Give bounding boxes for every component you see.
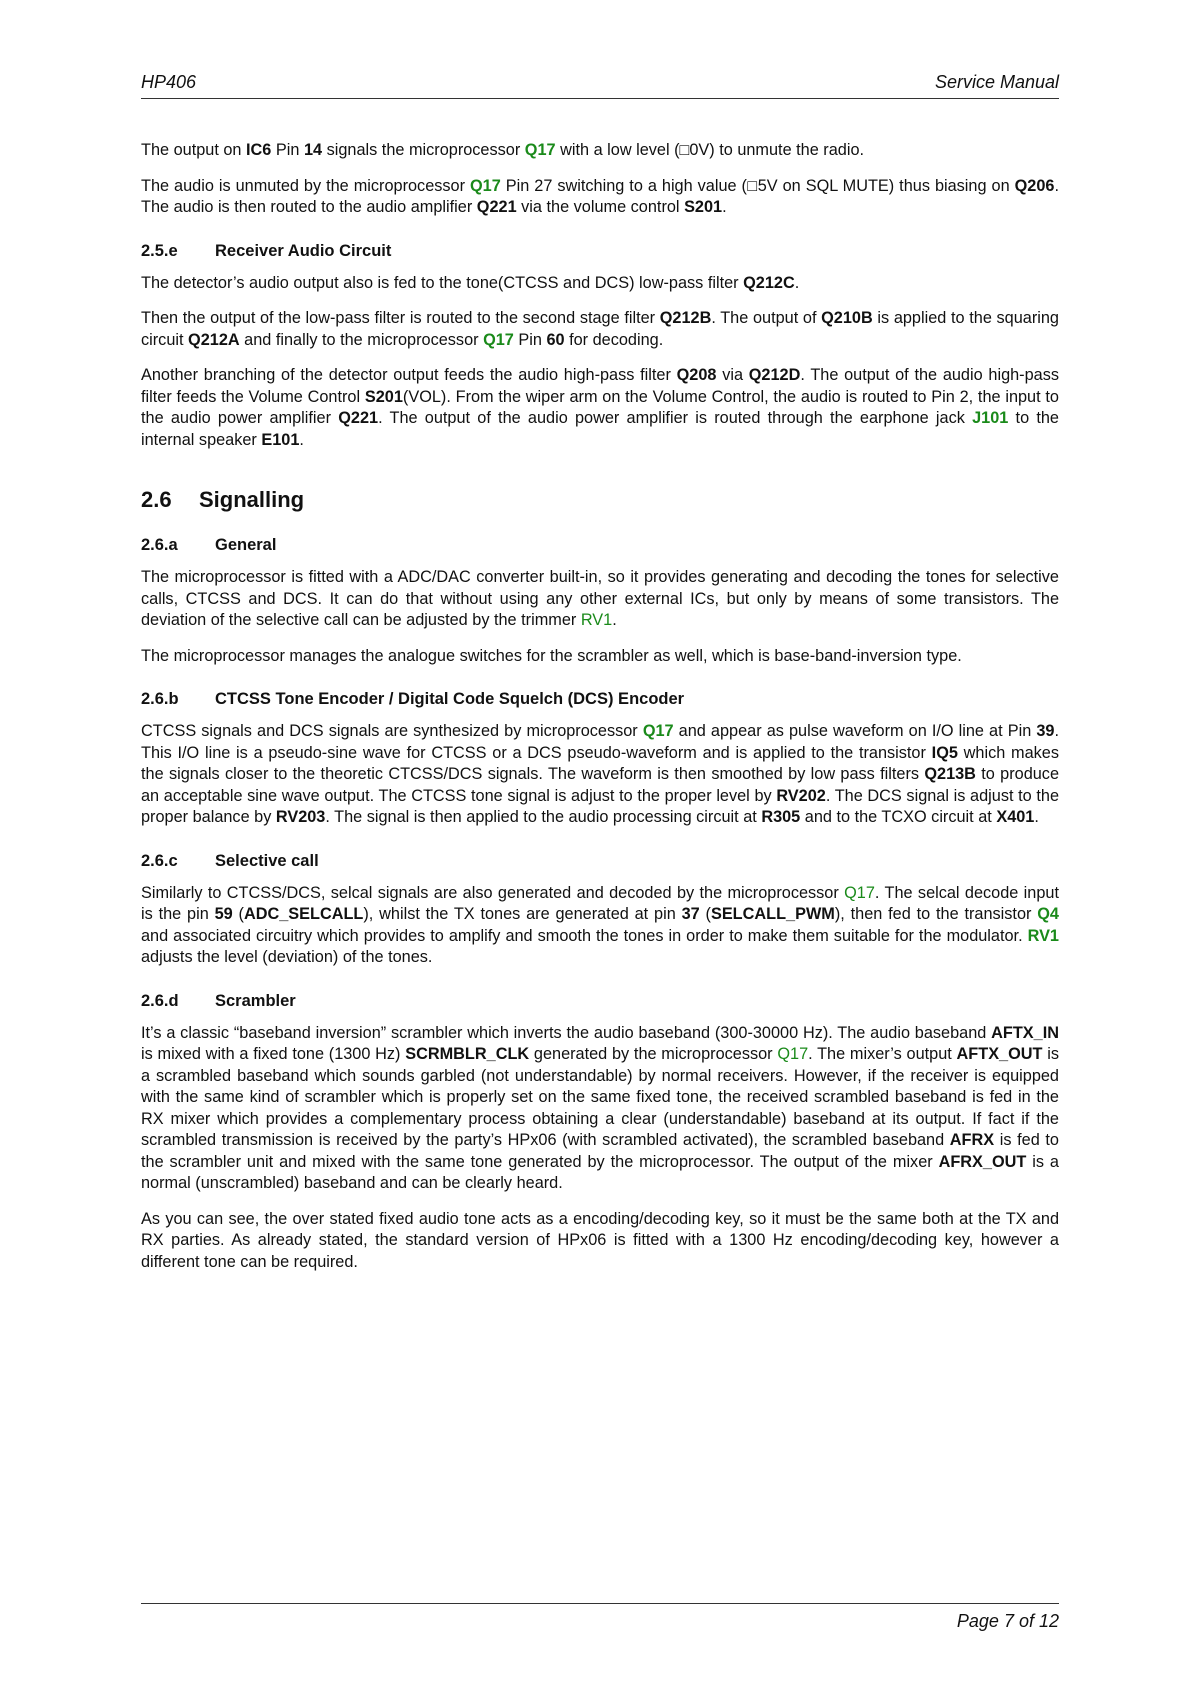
paragraph-selcal: Similarly to CTCSS/DCS, selcal signals are also generated and decoded by the microprocessor Q17. The selcal decode input is the pin 59 (ADC_SELCALL), whilst the TX tones are generated at pin 37 (SELCALL_PWM), then fed to the transistor Q4 and associated circuitry which provides to amplify and smooth the tones in order to make them suitable for the modulator. RV1 adjusts the level (deviation) of the tones. xyxy=(141,883,1059,966)
paragraph-ctcss-dcs: CTCSS signals and DCS signals are synthesized by microprocessor Q17 and appear as pulse waveform on I/O line at Pin 39. This I/O line is a pseudo-sine wave for CTCSS or a DCS pseudo-waveform and is applied to the transistor IQ5 which makes the signals closer to the theoretic CTCSS/DCS signals. The waveform is then smoothed by low pass filters Q213B to produce an acceptable sine wave output. The CTCSS tone signal is adjust to the proper level by RV202. The DCS signal is adjust to the proper balance by RV203. The signal is then applied to the audio processing circuit at R305 and to the TCXO circuit at X401. xyxy=(141,722,1059,826)
paragraph-encoding-key: As you can see, the over stated fixed audio tone acts as a encoding/decoding key, so it must be the same both at the TX and RX parties. As already stated, the standard version of HPx06 is fitted with a 1300 Hz encoding/decoding key, however a different tone can be required. xyxy=(141,1209,1059,1271)
page-content xyxy=(141,140,1059,1287)
paragraph-adc-dac: The microprocessor is fitted with a ADC/DAC converter built-in, so it provides generating and decoding the tones for selective calls, CTCSS and DCS. It can do that without using any other external ICs, but only by means of some transistors. The deviation of the selective call can be adjusted by the trimmer RV1. xyxy=(141,568,1059,629)
paragraph-scrambler: It’s a classic “baseband inversion” scrambler which inverts the audio baseband (300-30000 Hz). The audio baseband AFTX_IN is mixed with a fixed tone (1300 Hz) SCRMBLR_CLK generated by the microprocessor Q17. The mixer’s output AFTX_OUT is a scrambled baseband which sounds garbled (not understandable) by normal receivers. However, if the receiver is equipped with the same kind of scrambler which is properly set on the same fixed tone, the received scrambled baseband is fed in the RX mixer which provides a complementary process obtaining a clear (understandable) baseband at its output. If fact if the scrambled transmission is received by the party’s HPx06 (with scrambled activated), the scrambled baseband AFRX is fed to the scrambler unit and mixed with the same tone generated by the microprocessor. The output of the mixer AFRX_OUT is a normal (unscrambled) baseband and can be clearly heard. xyxy=(141,1023,1059,1192)
paragraph-highpass-branch: Another branching of the detector output feeds the audio high-pass filter Q208 via Q212D. The output of the audio high-pass filter feeds the Volume Control S201(VOL). From the wiper arm on the Volume Control, the audio is routed to Pin 2, the input to the audio power amplifier Q221. The output of the audio power amplifier is routed through the earphone jack J101 to the internal speaker E101. xyxy=(141,366,1059,449)
paragraph-lowpass-route: Then the output of the low-pass filter is routed to the second stage filter Q212B. The output of Q210B is applied to the squaring circuit Q212A and finally to the microprocessor Q17 Pin 60 for decoding. xyxy=(141,309,1059,349)
page-footer xyxy=(141,1603,1059,1631)
paragraph-unmute-output: The output on IC6 Pin 14 signals the microprocessor Q17 with a low level (□0V) to unmute the radio. xyxy=(141,141,865,159)
page-number: Page 7 of 12 xyxy=(956,1611,1059,1631)
heading-2-6-d: 2.6.d Scrambler xyxy=(141,991,296,1010)
header-doc-title: Service Manual xyxy=(934,72,1059,92)
header-model: HP406 xyxy=(141,72,197,92)
heading-2-5-e: 2.5.e Receiver Audio Circuit xyxy=(141,241,392,260)
paragraph-audio-unmuted: The audio is unmuted by the microprocessor Q17 Pin 27 switching to a high value (□5V on SQL MUTE) thus biasing on Q206. The audio is then routed to the audio amplifier Q221 via the volume control S201. xyxy=(141,176,1059,216)
paragraph-detector-output: The detector’s audio output also is fed to the tone(CTCSS and DCS) low-pass filter Q212C. xyxy=(141,273,800,292)
page-header xyxy=(141,68,1059,99)
paragraph-analogue-switches: The microprocessor manages the analogue switches for the scrambler as well, which is base-band-inversion type. xyxy=(141,646,962,665)
heading-2-6-b: 2.6.b CTCSS Tone Encoder / Digital Code Squelch (DCS) Encoder xyxy=(141,690,685,708)
heading-2-6-a: 2.6.a General xyxy=(141,536,277,554)
heading-2-6-signalling: 2.6 Signalling xyxy=(141,487,305,512)
heading-2-6-c: 2.6.c Selective call xyxy=(141,851,319,870)
